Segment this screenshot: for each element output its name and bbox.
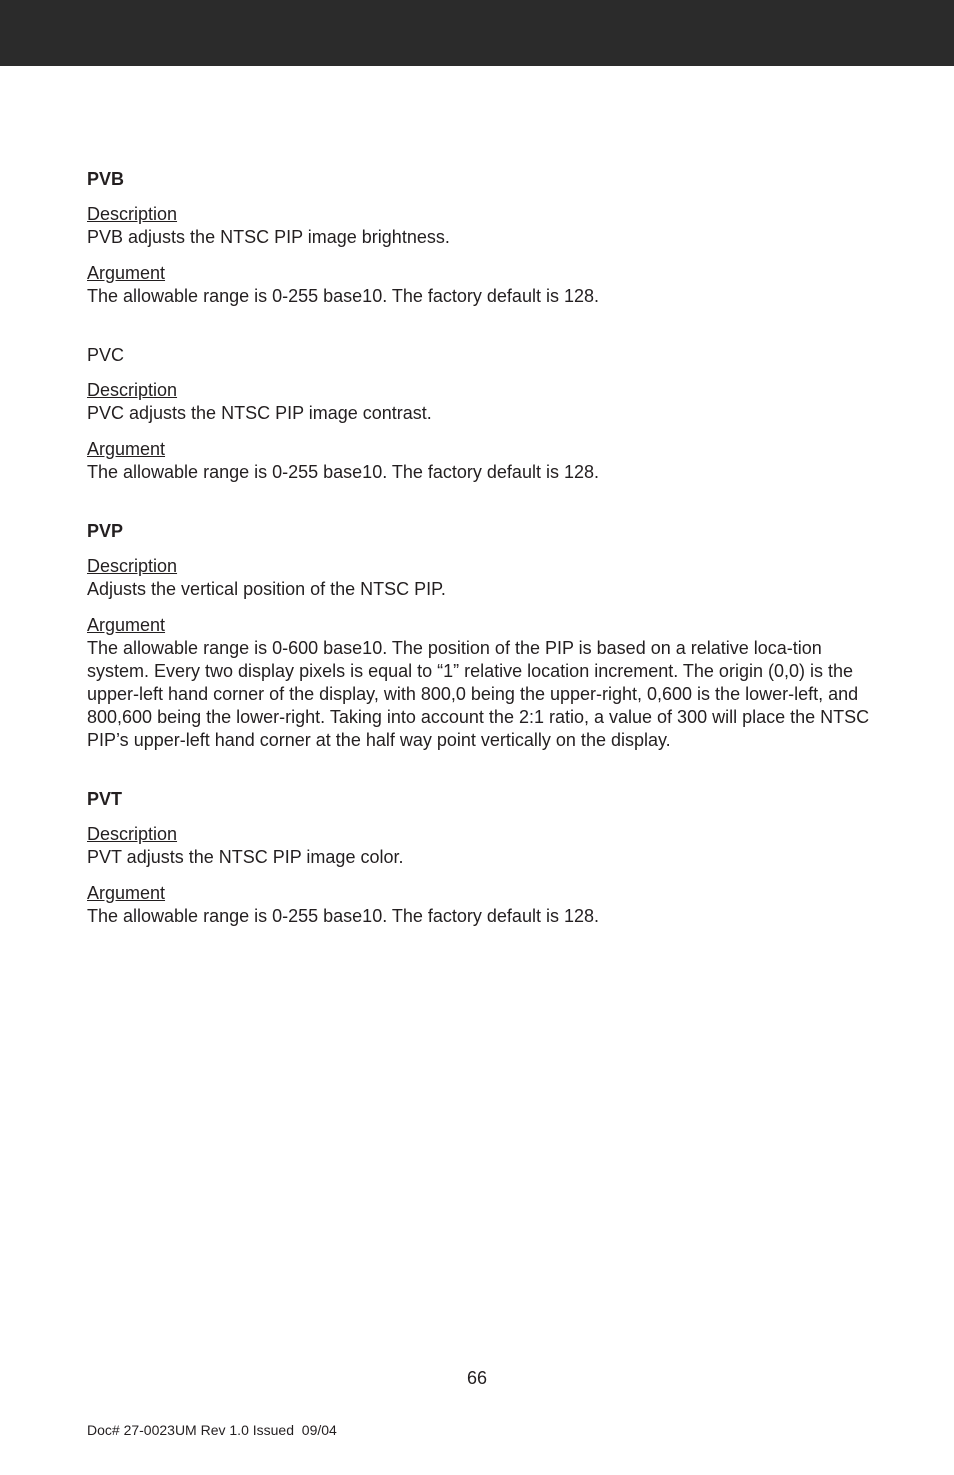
argument-label: Argument <box>87 439 166 459</box>
document-content <box>87 168 872 964</box>
argument-label: Argument <box>87 263 166 283</box>
command-heading: PVT <box>87 789 123 809</box>
description-label: Description <box>87 204 178 224</box>
page-number: 66 <box>466 1368 488 1388</box>
argument-text: The allowable range is 0-600 base10. The position of the PIP is based on a relative loca-tion system. Every two display pixels is equal to “1” relative location increment. The origin (0,0) is the upper-left hand corner of the display, with 800,0 being the upper-right, 0,600 is the lower-left, and 800,600 being the lower-right. Taking into account the 2:1 ratio, a value of 300 will place the NTSC PIP’s upper-left hand corner at the half way point vertically on the display. <box>87 638 870 750</box>
description-label: Description <box>87 556 178 576</box>
header-bar <box>0 0 954 66</box>
description-text: PVC adjusts the NTSC PIP image contrast. <box>87 403 432 423</box>
argument-label: Argument <box>87 615 166 635</box>
argument-text: The allowable range is 0-255 base10. The factory default is 128. <box>87 462 599 482</box>
command-heading: PVB <box>87 169 125 189</box>
section-pvb <box>87 168 872 308</box>
command-heading: PVC <box>87 345 125 365</box>
description-label: Description <box>87 380 178 400</box>
argument-text: The allowable range is 0-255 base10. The factory default is 128. <box>87 906 599 926</box>
command-heading: PVP <box>87 521 124 541</box>
argument-text: The allowable range is 0-255 base10. The factory default is 128. <box>87 286 599 306</box>
document-footer: Doc# 27-0023UM Rev 1.0 Issued 09/04 <box>87 1422 337 1438</box>
section-pvc <box>87 344 872 484</box>
description-text: Adjusts the vertical position of the NTSC PIP. <box>87 579 446 599</box>
section-pvt <box>87 788 872 928</box>
section-pvp <box>87 520 872 752</box>
argument-label: Argument <box>87 883 166 903</box>
description-text: PVT adjusts the NTSC PIP image color. <box>87 847 404 867</box>
description-text: PVB adjusts the NTSC PIP image brightness. <box>87 227 450 247</box>
description-label: Description <box>87 824 178 844</box>
